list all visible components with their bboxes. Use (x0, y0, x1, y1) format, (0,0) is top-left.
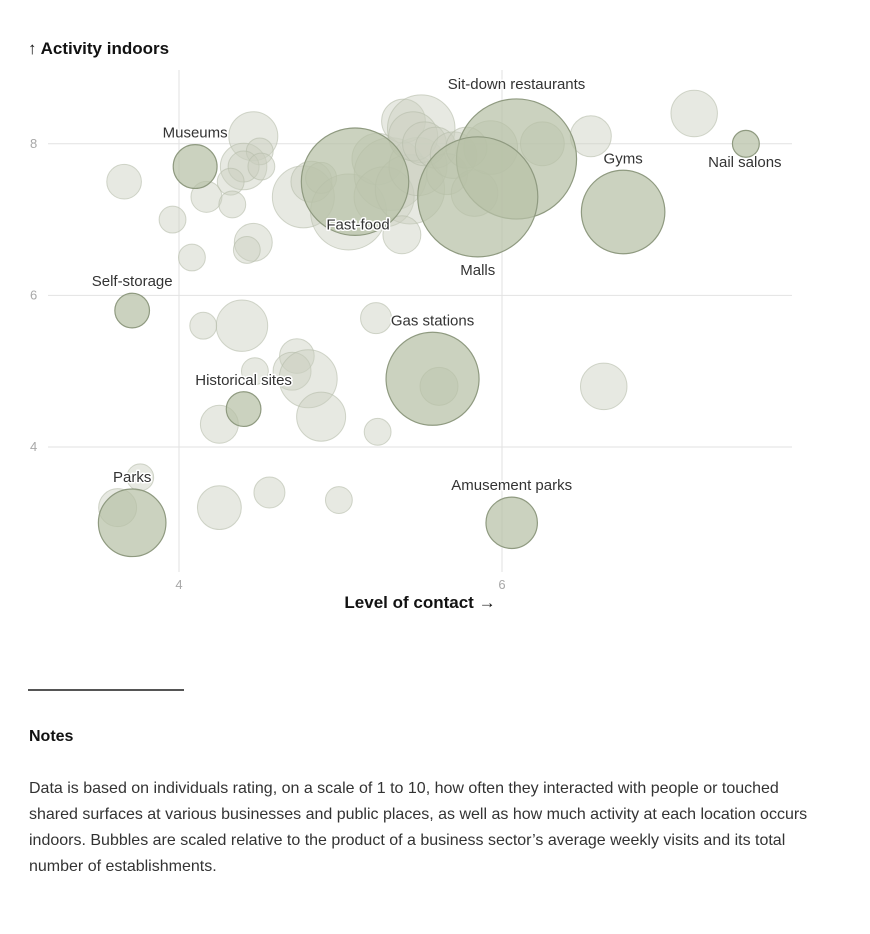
bubble-38 (216, 300, 267, 351)
bubble-48 (364, 418, 391, 445)
y-tick-6: 6 (30, 287, 38, 303)
bubble-historical-sites (226, 392, 261, 427)
bubble-1 (107, 164, 142, 199)
label-museums: Museums (162, 124, 228, 142)
bubble-4 (178, 244, 205, 271)
label-gas-stations: Gas stations (390, 312, 475, 330)
label-gyms: Gyms (603, 150, 643, 168)
y-tick-8: 8 (30, 135, 38, 151)
bubble-13 (248, 153, 275, 180)
bubble-gas-stations (386, 332, 479, 425)
bubble-amusement-parks (486, 497, 537, 548)
x-tick-4: 4 (175, 577, 183, 592)
bubble-self-storage (115, 293, 150, 328)
bubble-47 (297, 392, 346, 441)
bubble-45 (580, 363, 627, 410)
label-amusement-parks: Amusement parks (451, 477, 573, 495)
bubble-51 (325, 487, 352, 514)
bubble-12 (219, 191, 246, 218)
label-historical-sites: Historical sites (195, 371, 292, 389)
label-fast-food: Fast-food (326, 216, 390, 234)
label-malls: Malls (460, 261, 496, 279)
bubble-gyms (581, 170, 664, 253)
bubble-parks (98, 489, 166, 557)
bubble-50 (254, 477, 285, 508)
y-tick-4: 4 (30, 439, 38, 454)
notes-body: Data is based on individuals rating, on a scale of 1 to 10, how often they interacted with people or touched shared surfaces at various businesses and public places, as well as how much activity at each location occurs indoors. Bubbles are scaled relative to the product of a business sector’s average weekly visits and its total number of establishments. (29, 780, 808, 875)
bubble-3 (159, 206, 186, 233)
x-axis-label: Level of contact → (344, 593, 496, 612)
notes-divider (28, 689, 184, 691)
bubble-49 (197, 486, 241, 530)
bubble-museums (173, 145, 217, 189)
bubble-39 (361, 303, 392, 334)
label-self-storage: Self-storage (91, 273, 173, 291)
y-axis-label: ↑ Activity indoors (28, 39, 170, 58)
notes-title: Notes (29, 728, 74, 745)
bubble-37 (190, 312, 217, 339)
bubble-6 (233, 236, 260, 263)
bubble-36 (671, 90, 718, 137)
x-tick-6: 6 (498, 577, 506, 592)
bubble-malls (418, 137, 538, 257)
label-parks: Parks (112, 469, 152, 487)
label-nail-salons: Nail salons (708, 153, 782, 171)
label-sit-down-restaurants: Sit-down restaurants (447, 75, 586, 93)
